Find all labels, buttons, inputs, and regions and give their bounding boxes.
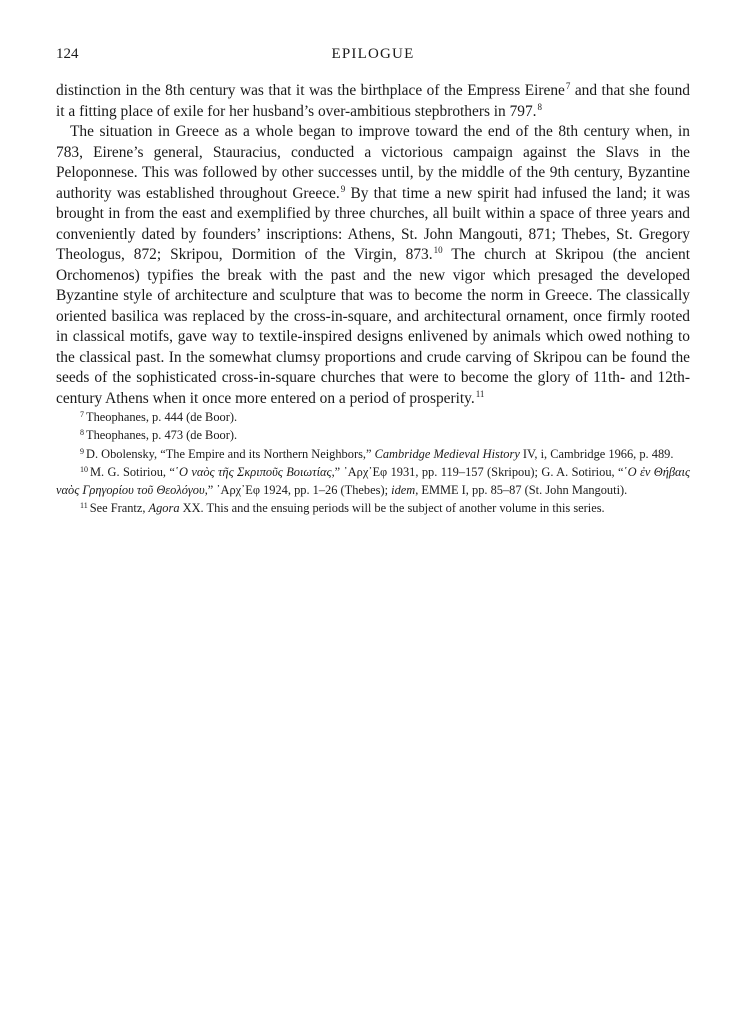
footnote-mark: 10 [80, 465, 88, 475]
footnote-ref: 7 [565, 81, 571, 91]
footnote-ref: 9 [340, 183, 346, 194]
footnote-text: M. G. Sotiriou, “ [90, 465, 175, 480]
footnote-italic: Cambridge Medieval History [374, 446, 520, 461]
footnote-text: XX. This and the ensuing periods will be the subject of another volume in this series. [179, 501, 605, 516]
footnote-greek: ῾Ο ἐν Θήβαις ναὸς Γρηγορίου τοῦ Θεολόγου [56, 465, 691, 497]
page-header [56, 46, 690, 68]
footnote-italic: Agora [148, 501, 180, 516]
footnote-ref: 10 [433, 245, 443, 255]
footnote-7 [56, 409, 690, 426]
footnote-ref: 11 [475, 388, 485, 399]
footnote-text: Theophanes, p. 473 (de Boor). [86, 428, 238, 443]
footnote-mark: 7 [80, 410, 84, 419]
footnote-ref: 8 [537, 101, 543, 112]
footnote-text: IV, i, Cambridge 1966, p. 489. [519, 446, 674, 461]
body-text [56, 81, 690, 409]
footnote-greek: ᾿Αρχ᾿Εφ [216, 482, 260, 497]
footnote-greek: ῾Ο ναὸς τῆς Σκριποῦς Βοιωτίας [174, 465, 332, 480]
text-run: The situation in Greece as a whole began to improve toward the end of the 8th century when, in 783, Eirene’s general, Stauracius, conducted a victorious campaign against the Slavs in the Peloponnese. This was followed by other successes until, by the middle of the 9th century, Byzantine authority was established throughout Greece. [56, 123, 690, 202]
text-run: distinction in the 8th century was that it was the birthplace of the Empress Eirene [56, 82, 565, 99]
running-head: EPILOGUE [331, 46, 415, 62]
footnote-text: Theophanes, p. 444 (de Boor). [86, 410, 238, 424]
footnote-text: 1924, pp. 1–26 (Thebes); [260, 482, 392, 497]
text-run: and that she found it a fitting place of exile for her husband’s over-ambitious stepbrothers in 797. [56, 82, 690, 120]
footnote-mark: 9 [80, 446, 84, 456]
footnote-text: ,” [331, 465, 344, 480]
paragraph-2 [56, 122, 690, 409]
footnote-mark: 8 [80, 428, 84, 438]
footnote-10 [56, 464, 690, 499]
text-run: The church at Skripou (the ancient Orchomenos) typifies the break with the past and the new vigor which presaged the developed Byzantine style of architecture and sculpture that was to become the norm in Greece. The classically oriented basilica was replaced by the cross-in-square, and architectural ornament, once firmly rooted in classical motifs, gave way to textile-inspired designs enlivened by animals which owed nothing to the classical past. In the somewhat clumsy proportions and crude carving of Skripou can be found the seeds of the sophisticated cross-in-square churches that were to become the glory of 11th- and 12th-century Athens when it once more entered on a period of prosperity. [56, 246, 690, 407]
footnote-text: 1931, pp. 119–157 (Skripou); G. A. Sotiriou, “ [387, 465, 624, 480]
footnote-text: , EMME I, pp. 85–87 (St. John Mangouti). [415, 482, 628, 497]
footnote-text: D. Obolensky, “The Empire and its Northern Neighbors,” [86, 446, 375, 461]
footnote-8 [56, 427, 690, 444]
footnote-9 [56, 446, 690, 463]
footnote-11 [56, 500, 690, 517]
paragraph-1 [56, 81, 690, 122]
footnote-text: See Frantz, [89, 501, 149, 516]
text-run: By that time a new spirit had infused the land; it was brought in from the east and exemplified by three churches, all built within a space of three years and conveniently dated by founders’ inscriptions: Athens, St. John Mangouti, 871; Thebes, St. Gregory Theologus, 872; Skripou, Dormition of the Virgin, 873. [56, 184, 690, 263]
footnote-italic: idem [391, 482, 416, 497]
page-number: 124 [56, 46, 79, 62]
footnote-text: ,” [204, 482, 217, 497]
footnote-greek: ᾿Αρχ᾿Εφ [343, 465, 388, 480]
footnotes [56, 409, 690, 518]
footnote-mark: 11 [80, 501, 88, 511]
